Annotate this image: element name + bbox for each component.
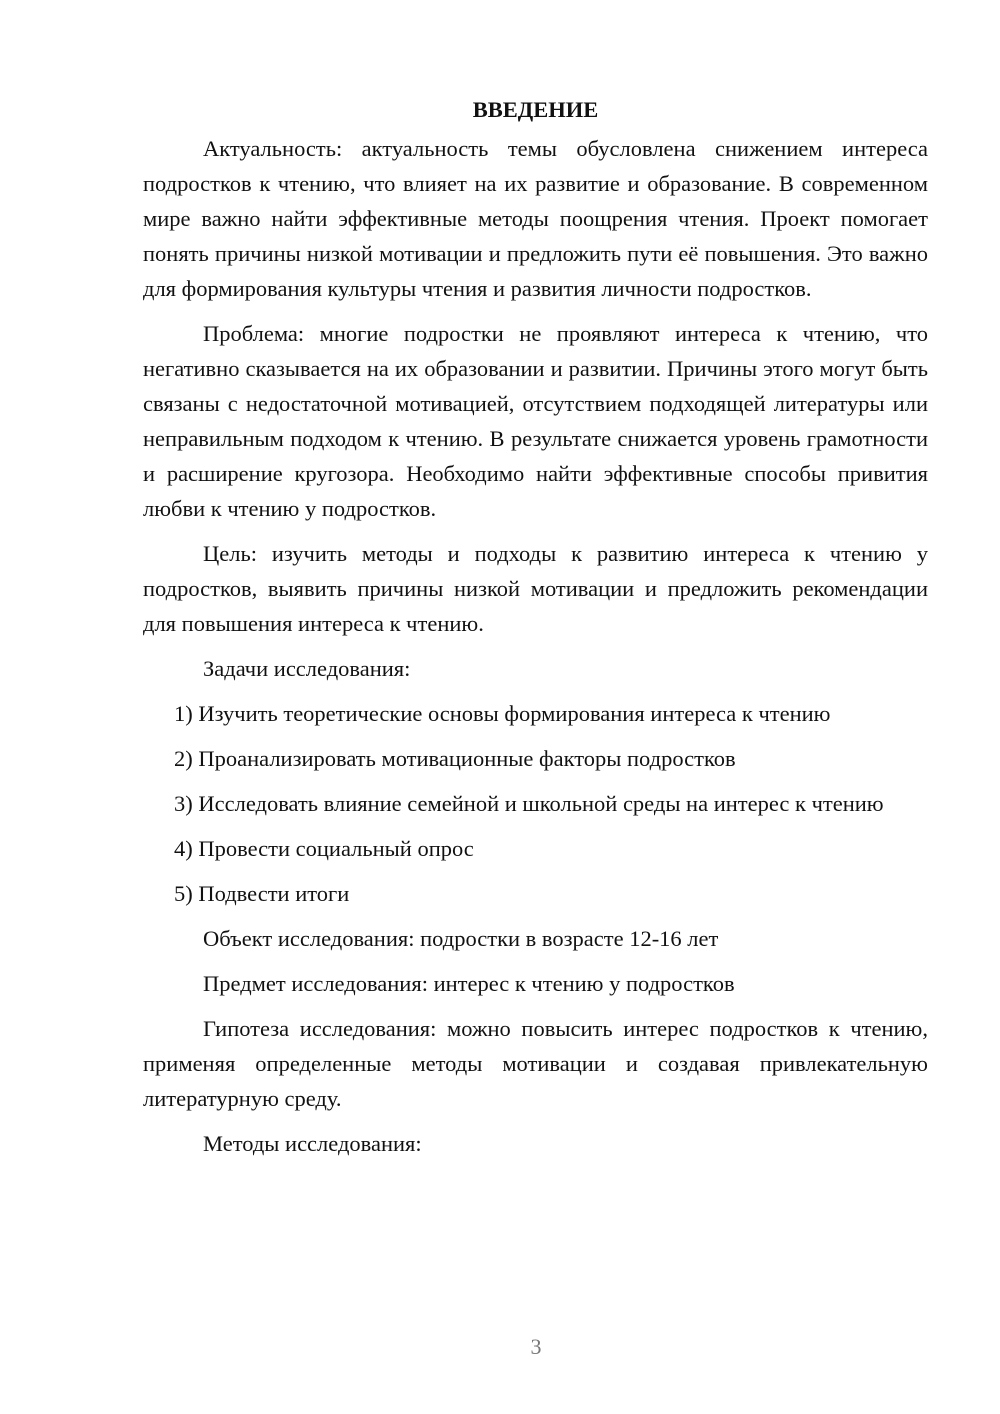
task-item: 4) Провести социальный опрос: [174, 836, 474, 861]
research-subject: Предмет исследования: интерес к чтению у подростков: [203, 971, 735, 996]
research-object: Объект исследования: подростки в возрасте 12-16 лет: [203, 926, 719, 951]
page-content: [143, 92, 928, 1171]
goal-paragraph: Цель: изучить методы и подходы к развитию интереса к чтению у подростков, выявить причины низкой мотивации и предложить рекомендации для повышения интереса к чтению.: [143, 541, 928, 636]
problem-paragraph: Проблема: многие подростки не проявляют интереса к чтению, что негативно сказывается на их образовании и развитии. Причины этого могут быть связаны с недостаточной мотивацией, отсутствием подходящей литературы или неправильным подходом к чтению. В результате снижается уровень грамотности и расширение кругозора. Необходимо найти эффективные способы привития любви к чтению у подростков.: [143, 321, 928, 521]
methods-heading: Методы исследования:: [203, 1131, 422, 1156]
task-item: 1) Изучить теоретические основы формирования интереса к чтению: [174, 701, 831, 726]
task-item: 3) Исследовать влияние семейной и школьной среды на интерес к чтению: [174, 791, 884, 816]
section-title: ВВЕДЕНИЕ: [472, 97, 599, 122]
hypothesis-paragraph: Гипотеза исследования: можно повысить интерес подростков к чтению, применяя определенные методы мотивации и создавая привлекательную литературную среду.: [143, 1016, 928, 1111]
page-number: 3: [530, 1334, 542, 1359]
tasks-heading: Задачи исследования:: [203, 656, 411, 681]
task-item: 2) Проанализировать мотивационные факторы подростков: [174, 746, 736, 771]
task-item: 5) Подвести итоги: [174, 881, 350, 906]
relevance-paragraph: Актуальность: актуальность темы обусловлена снижением интереса подростков к чтению, что влияет на их развитие и образование. В современном мире важно найти эффективные методы поощрения чтения. Проект помогает понять причины низкой мотивации и предложить пути её повышения. Это важно для формирования культуры чтения и развития личности подростков.: [143, 136, 928, 301]
